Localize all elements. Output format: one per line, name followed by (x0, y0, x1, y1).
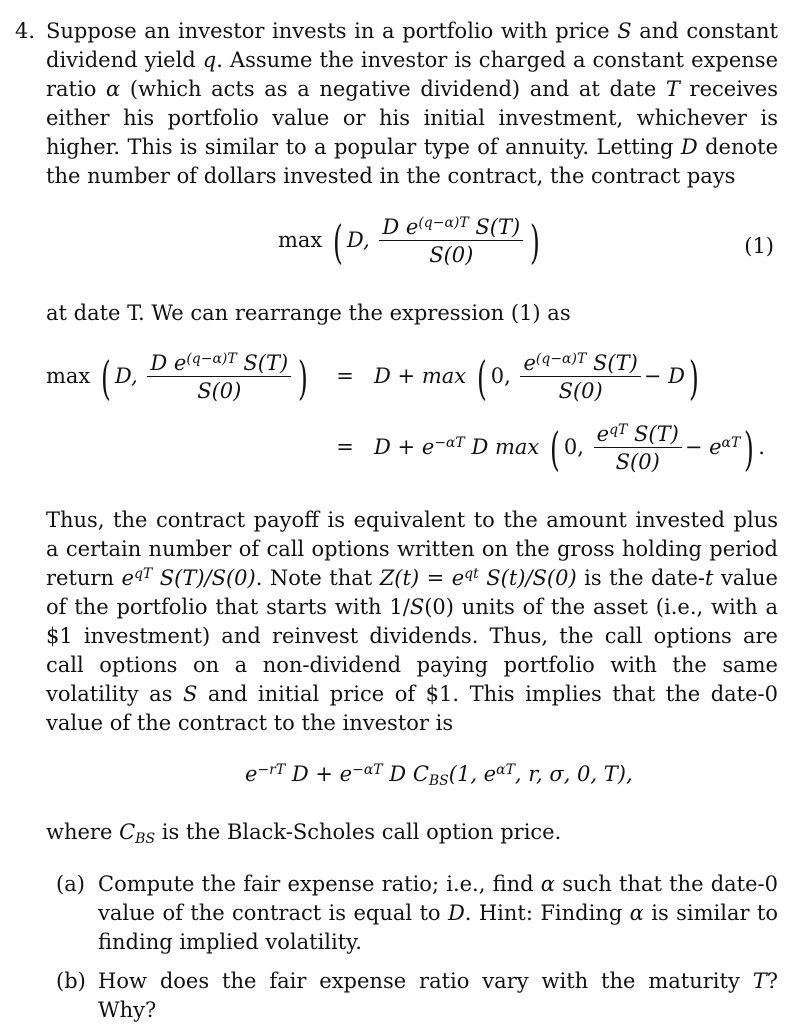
rearrange-sentence: at date T. We can rearrange the expression (1) as (46, 301, 571, 325)
black-scholes-note: where $C_{BS}$ is the Black-Scholes call option price. (46, 820, 562, 847)
part-b-text: How does the fair expense ratio vary with the maturity T? Why? (98, 969, 778, 1022)
equation-2-lhs: max ( D, $\frac{D e^{(q-\alpha)T} S(T)}{S(0)}$ ) (46, 350, 309, 405)
equation-1-fraction: $\frac{D e^{(q-\alpha)T} S(T)}{S(0)}$ (379, 214, 523, 269)
problem-intro-paragraph: Suppose an investor invests in a portfolio with price S and constant dividend yield q. Assume the investor is charged a constant expense ratio α (which acts as a negative dividend) and at date T receives either his portfolio value or his initial investment, whichever is higher. This is similar to a popular type of annuity. Letting D denote the number of dollars invested in the contract, the contract pays (46, 19, 778, 188)
equation-1: max ( D, $\frac{D e^{(q-\alpha)T} S(T)}{S(0)}$ ) (278, 214, 541, 269)
problem-number: 4. (15, 19, 36, 43)
equation-2-line-1: = D + max ( 0, $\frac{e^{(q-\alpha)T} S(T)}{S(0)}$ − D) (336, 350, 699, 405)
equation-2-line-2: = $D + e^{-\alpha T}$ D max ( 0, $\frac{e^{qT} S(T)}{S(0)}$ − $e^{\alpha T}$) . (336, 421, 765, 476)
contract-value-equation: $e^{-rT}$ $D + e^{-\alpha T}$ D $C_{BS}(1$, $e^{\alpha T}$, r, σ, 0, T), (245, 762, 633, 789)
part-a-label: (a) (56, 872, 85, 896)
equation-1-number: (1) (744, 234, 774, 258)
part-a-text: Compute the fair expense ratio; i.e., find α such that the date-0 value of the contract is equal to D. Hint: Finding α is similar to finding implied volatility. (98, 872, 779, 954)
part-b-label: (b) (56, 969, 86, 993)
payoff-explanation-paragraph: Thus, the contract payoff is equivalent to the amount invested plus a certain number of call options written on the gross holding period return $e^{qT}$ S(T)/S(0). Note that $Z(t) = e^{qt}$ S(t)/S(0) is the date-t value of the portfolio that starts with 1/S(0) units of the asset (i.e., with a $1 investment) and reinvest dividends. Thus, the call options are call options on a non-dividend paying portfolio with the same volatility as S and initial price of $1. This implies that the date-0 value of the contract to the investor is (46, 508, 779, 735)
